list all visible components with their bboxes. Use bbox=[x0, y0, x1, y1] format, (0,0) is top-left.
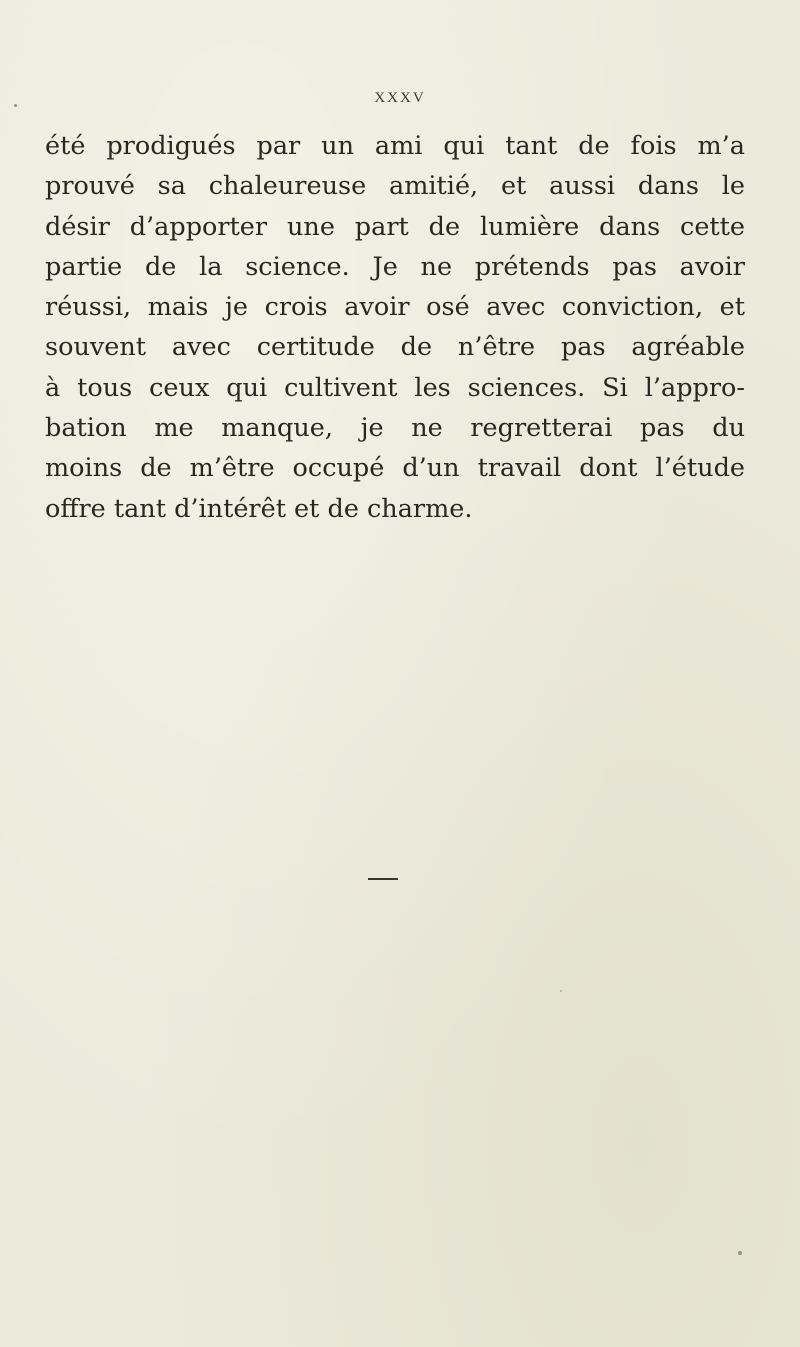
text-line: désir d’apporter une part de lumière dans cette bbox=[45, 211, 745, 242]
text-line: moins de m’être occupé d’un travail dont l’étude bbox=[45, 453, 745, 484]
text-line: prouvé sa chaleureuse amitié, et aussi dans le bbox=[45, 171, 745, 202]
page-number-roman: XXXV bbox=[374, 90, 426, 106]
closing-rule bbox=[368, 878, 398, 880]
text-line: à tous ceux qui cultivent les sciences. Si l’appro- bbox=[45, 372, 745, 403]
text-line: été prodigués par un ami qui tant de fois m’a bbox=[45, 131, 745, 161]
text-line: bation me manque, je ne regretterai pas du bbox=[45, 413, 745, 444]
text-line: offre tant d’intérêt et de charme. bbox=[45, 493, 473, 524]
paper-speck bbox=[14, 104, 17, 107]
text-line: partie de la science. Je ne prétends pas avoir bbox=[45, 251, 745, 282]
text-line: souvent avec certitude de n’être pas agréable bbox=[45, 332, 745, 363]
body-paragraph bbox=[45, 126, 745, 529]
paper-speck bbox=[560, 990, 562, 992]
paper-speck bbox=[738, 1251, 742, 1255]
text-line: réussi, mais je crois avoir osé avec conviction, et bbox=[45, 292, 745, 323]
